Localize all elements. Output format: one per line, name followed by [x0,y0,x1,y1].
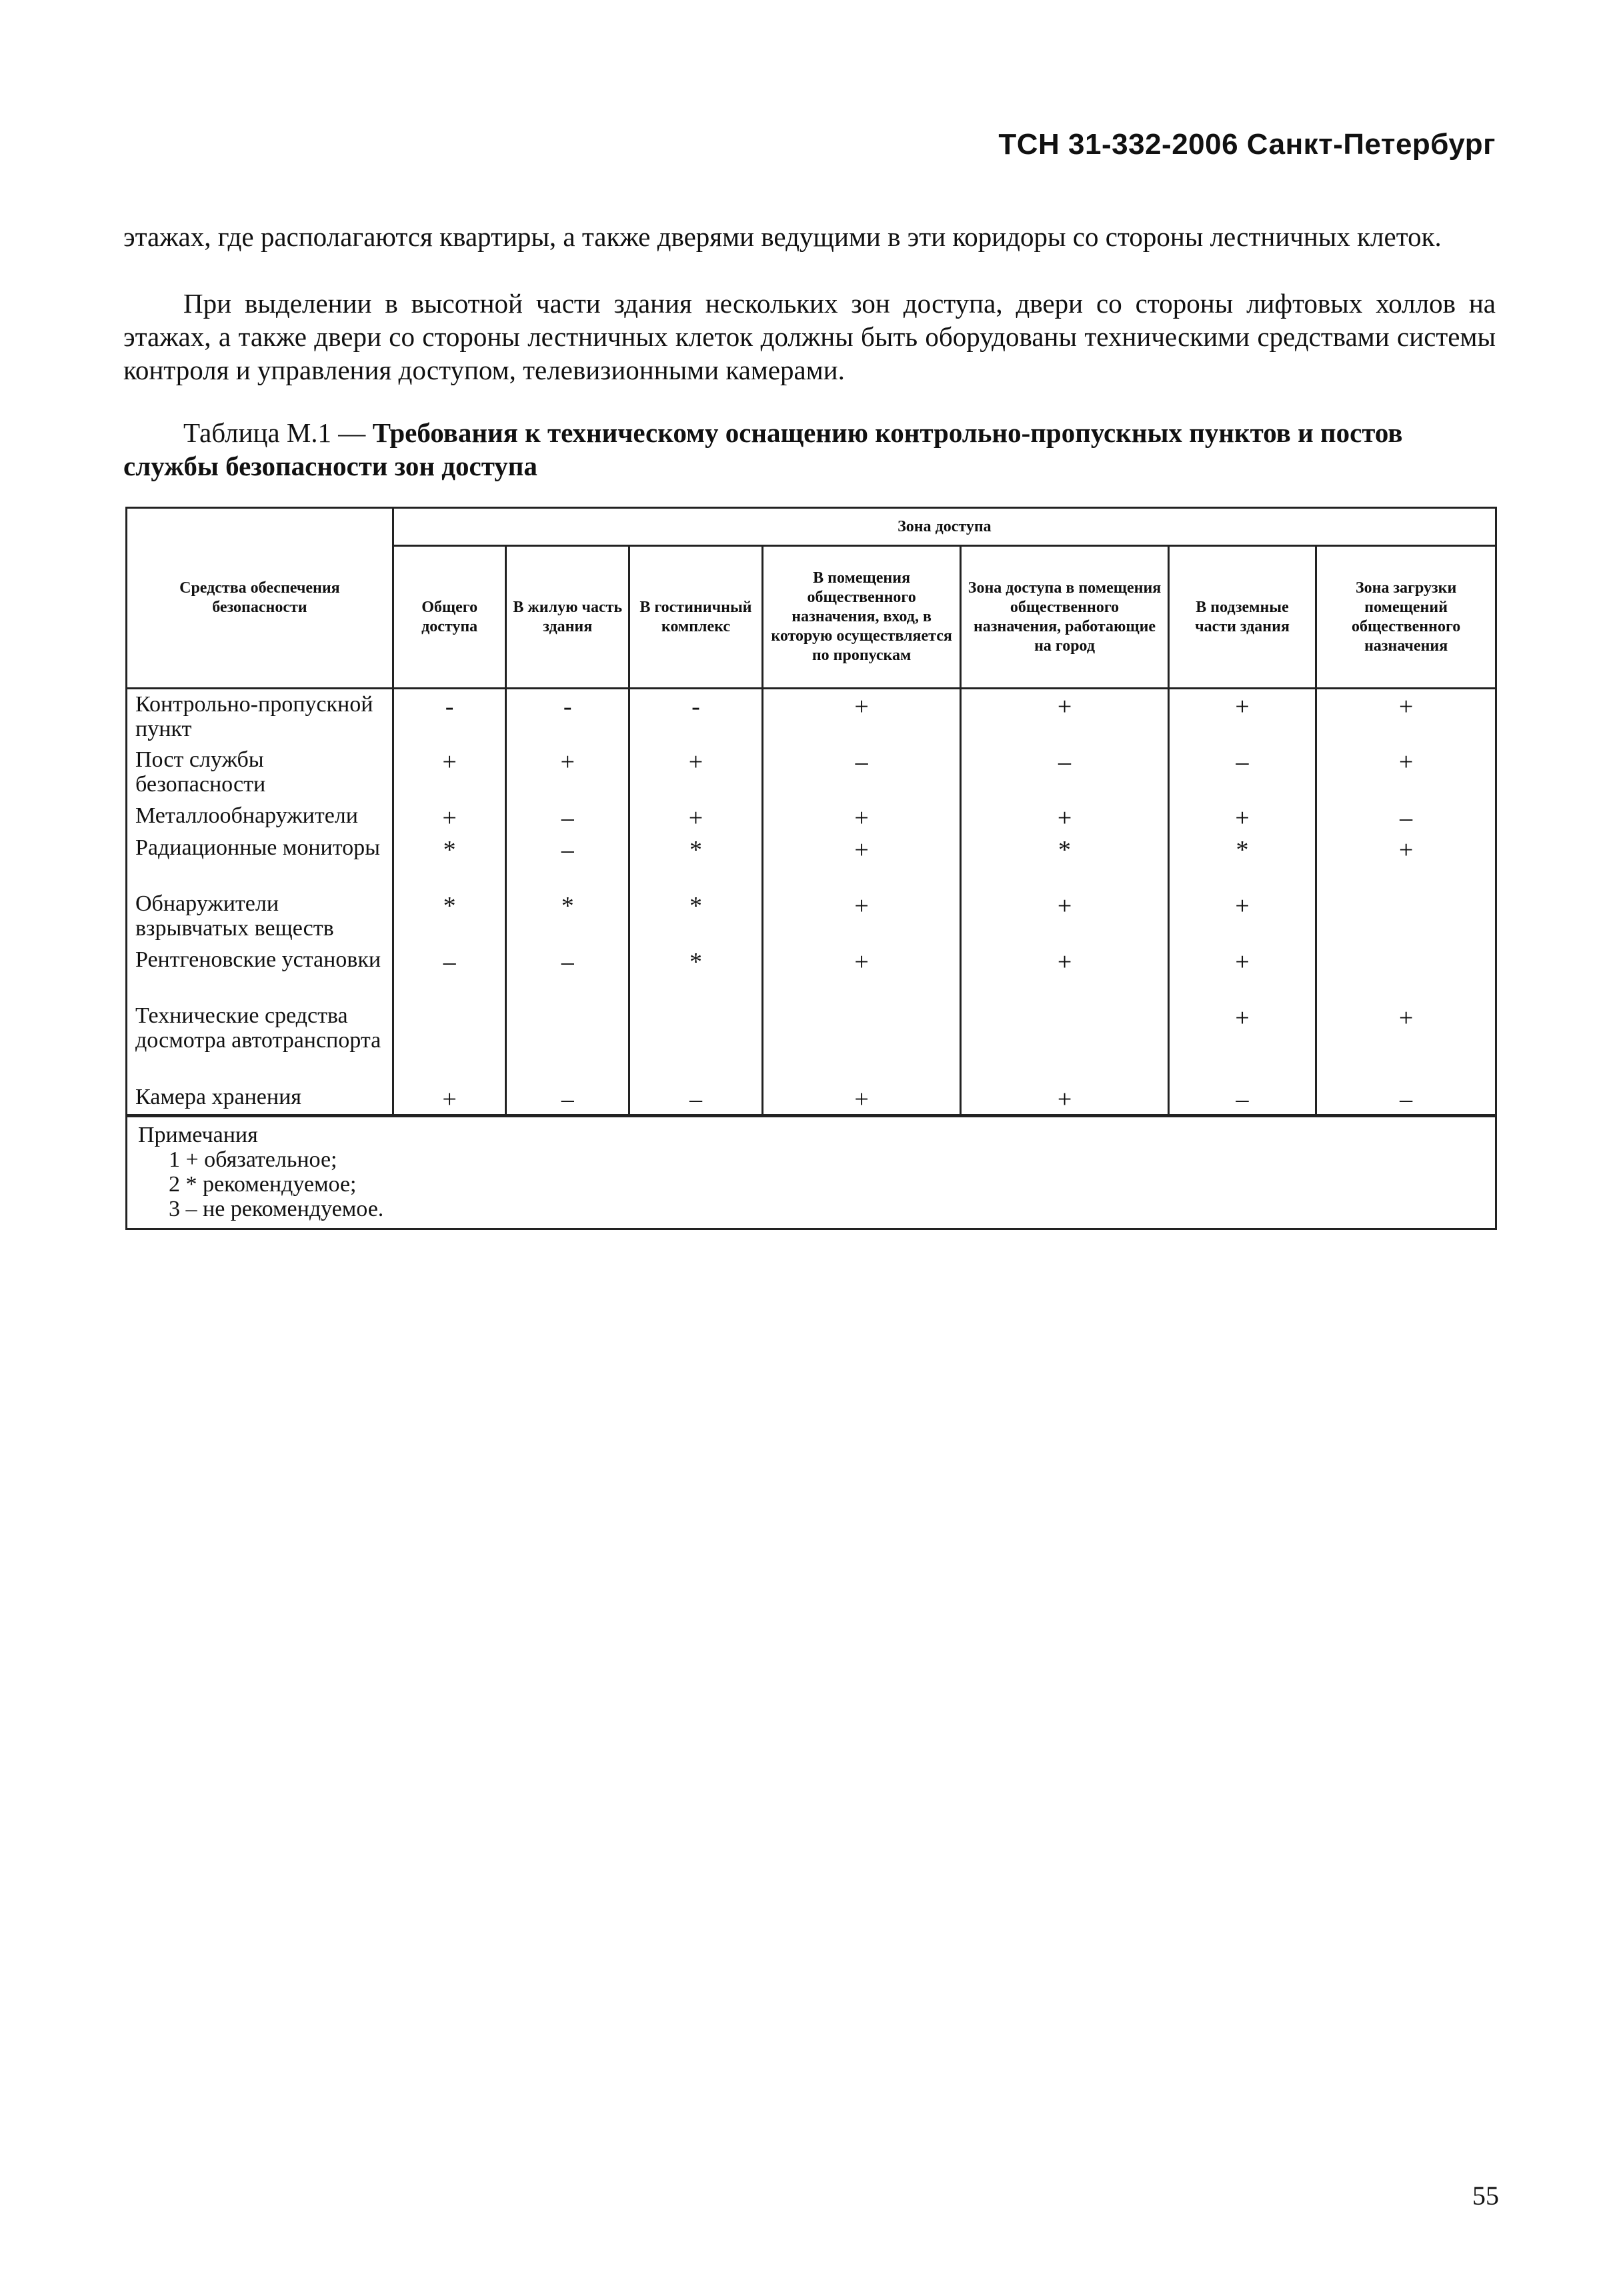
table-cell: + [762,1082,961,1116]
table-cell: + [629,745,763,801]
note-item: 2 * рекомендуемое; [169,1171,357,1197]
table-cell: + [1316,745,1496,801]
table-cell: - [393,689,506,745]
table-row [127,889,1496,945]
table-cell: * [629,889,763,945]
table-caption [123,416,1496,483]
table-cell: - [506,689,629,745]
table-cell: * [629,833,763,889]
table-cell: + [1316,1001,1496,1082]
table-cell: – [506,833,629,889]
row-label: Технические средства досмотра автотранспорта [127,1001,393,1082]
column-header: Общего доступа [393,546,506,689]
table-cell: * [506,889,629,945]
table-cell: + [1168,889,1316,945]
table-cell [961,1001,1168,1082]
table-cell: + [762,889,961,945]
table-cell: – [1168,745,1316,801]
table-cell: + [1168,689,1316,745]
table-cell: * [629,945,763,1001]
table-cell: * [961,833,1168,889]
table-cell: – [961,745,1168,801]
paragraph-1: этажах, где располагаются квартиры, а также дверями ведущими в эти коридоры со стороны лестничных клеток. [123,221,1442,252]
table-cell: – [506,1082,629,1116]
notes-title: Примечания [138,1122,258,1147]
table-cell: + [1168,945,1316,1001]
table-cell: + [629,801,763,833]
table-cell [506,1001,629,1082]
table-cell: + [393,1082,506,1116]
table-row [127,1001,1496,1082]
column-header: В гостиничный комплекс [629,546,763,689]
table-cell [1316,889,1496,945]
table-cell [629,1001,763,1082]
row-label: Радиационные мониторы [127,833,393,889]
table-cell [393,1001,506,1082]
table-cell: + [1316,689,1496,745]
table-row [127,1082,1496,1116]
table-body [127,689,1496,1116]
row-label: Камера хранения [127,1082,393,1116]
table-cell: + [961,689,1168,745]
table-cell: + [961,889,1168,945]
table-cell: + [762,689,961,745]
zone-group-header: Зона доступа [393,508,1496,546]
table-cell: * [393,833,506,889]
table-row [127,801,1496,833]
table-caption-number: Таблица М.1 — [183,417,373,448]
table-cell: – [506,801,629,833]
table-cell: – [506,945,629,1001]
row-label: Рентгеновские установки [127,945,393,1001]
note-item: 3 – не рекомендуемое. [169,1196,384,1221]
table-cell: + [1168,801,1316,833]
table-cell: – [1168,1082,1316,1116]
column-header: В жилую часть здания [506,546,629,689]
table-cell: + [393,801,506,833]
table-cell: – [1316,1082,1496,1116]
table-cell: + [961,801,1168,833]
table-row [127,689,1496,745]
table-cell: + [762,801,961,833]
table-cell: – [629,1082,763,1116]
table-cell [1316,945,1496,1001]
table-cell: – [762,745,961,801]
row-label: Пост службы безопасности [127,745,393,801]
column-header: В помещения общественного назначения, вход, в которую осуществляется по пропускам [762,546,961,689]
table-cell: + [393,745,506,801]
row-label: Металлообнаружители [127,801,393,833]
table-cell: + [1168,1001,1316,1082]
table-cell: – [1316,801,1496,833]
table-row [127,745,1496,801]
column-header: Зона доступа в помещения общественного назначения, работающие на город [961,546,1168,689]
table-cell: * [393,889,506,945]
table-notes [127,1115,1496,1229]
table-cell: + [1316,833,1496,889]
table-cell: + [961,945,1168,1001]
row-label: Контрольно-пропускной пункт [127,689,393,745]
table-cell: + [762,945,961,1001]
requirements-table [125,507,1497,1230]
table-cell [762,1001,961,1082]
column-header: В подземные части здания [1168,546,1316,689]
row-label: Обнаружители взрывчатых веществ [127,889,393,945]
page-number: 55 [1472,2181,1499,2211]
document-header: ТСН 31-332-2006 Санкт-Петербург [998,128,1496,161]
table-cell: + [762,833,961,889]
table-cell: * [1168,833,1316,889]
table-row [127,833,1496,889]
note-item: 1 + обязательное; [169,1147,337,1172]
table-cell: - [629,689,763,745]
table-cell: + [961,1082,1168,1116]
table-cell: – [393,945,506,1001]
table-caption-title: Требования к техническому оснащению контрольно-пропускных пунктов и постов службы безопасности зон доступа [123,417,1403,481]
column-header: Зона загрузки помещений общественного назначения [1316,546,1496,689]
table-cell: + [506,745,629,801]
table-row [127,945,1496,1001]
row-header-cell: Средства обеспечения безопасности [127,508,393,689]
paragraph-2: При выделении в высотной части здания нескольких зон доступа, двери со стороны лифтовых холлов на этажах, а также двери со стороны лестничных клеток должны быть оборудованы техническими средствами системы контроля и управления доступом, телевизионными камерами. [123,288,1496,385]
